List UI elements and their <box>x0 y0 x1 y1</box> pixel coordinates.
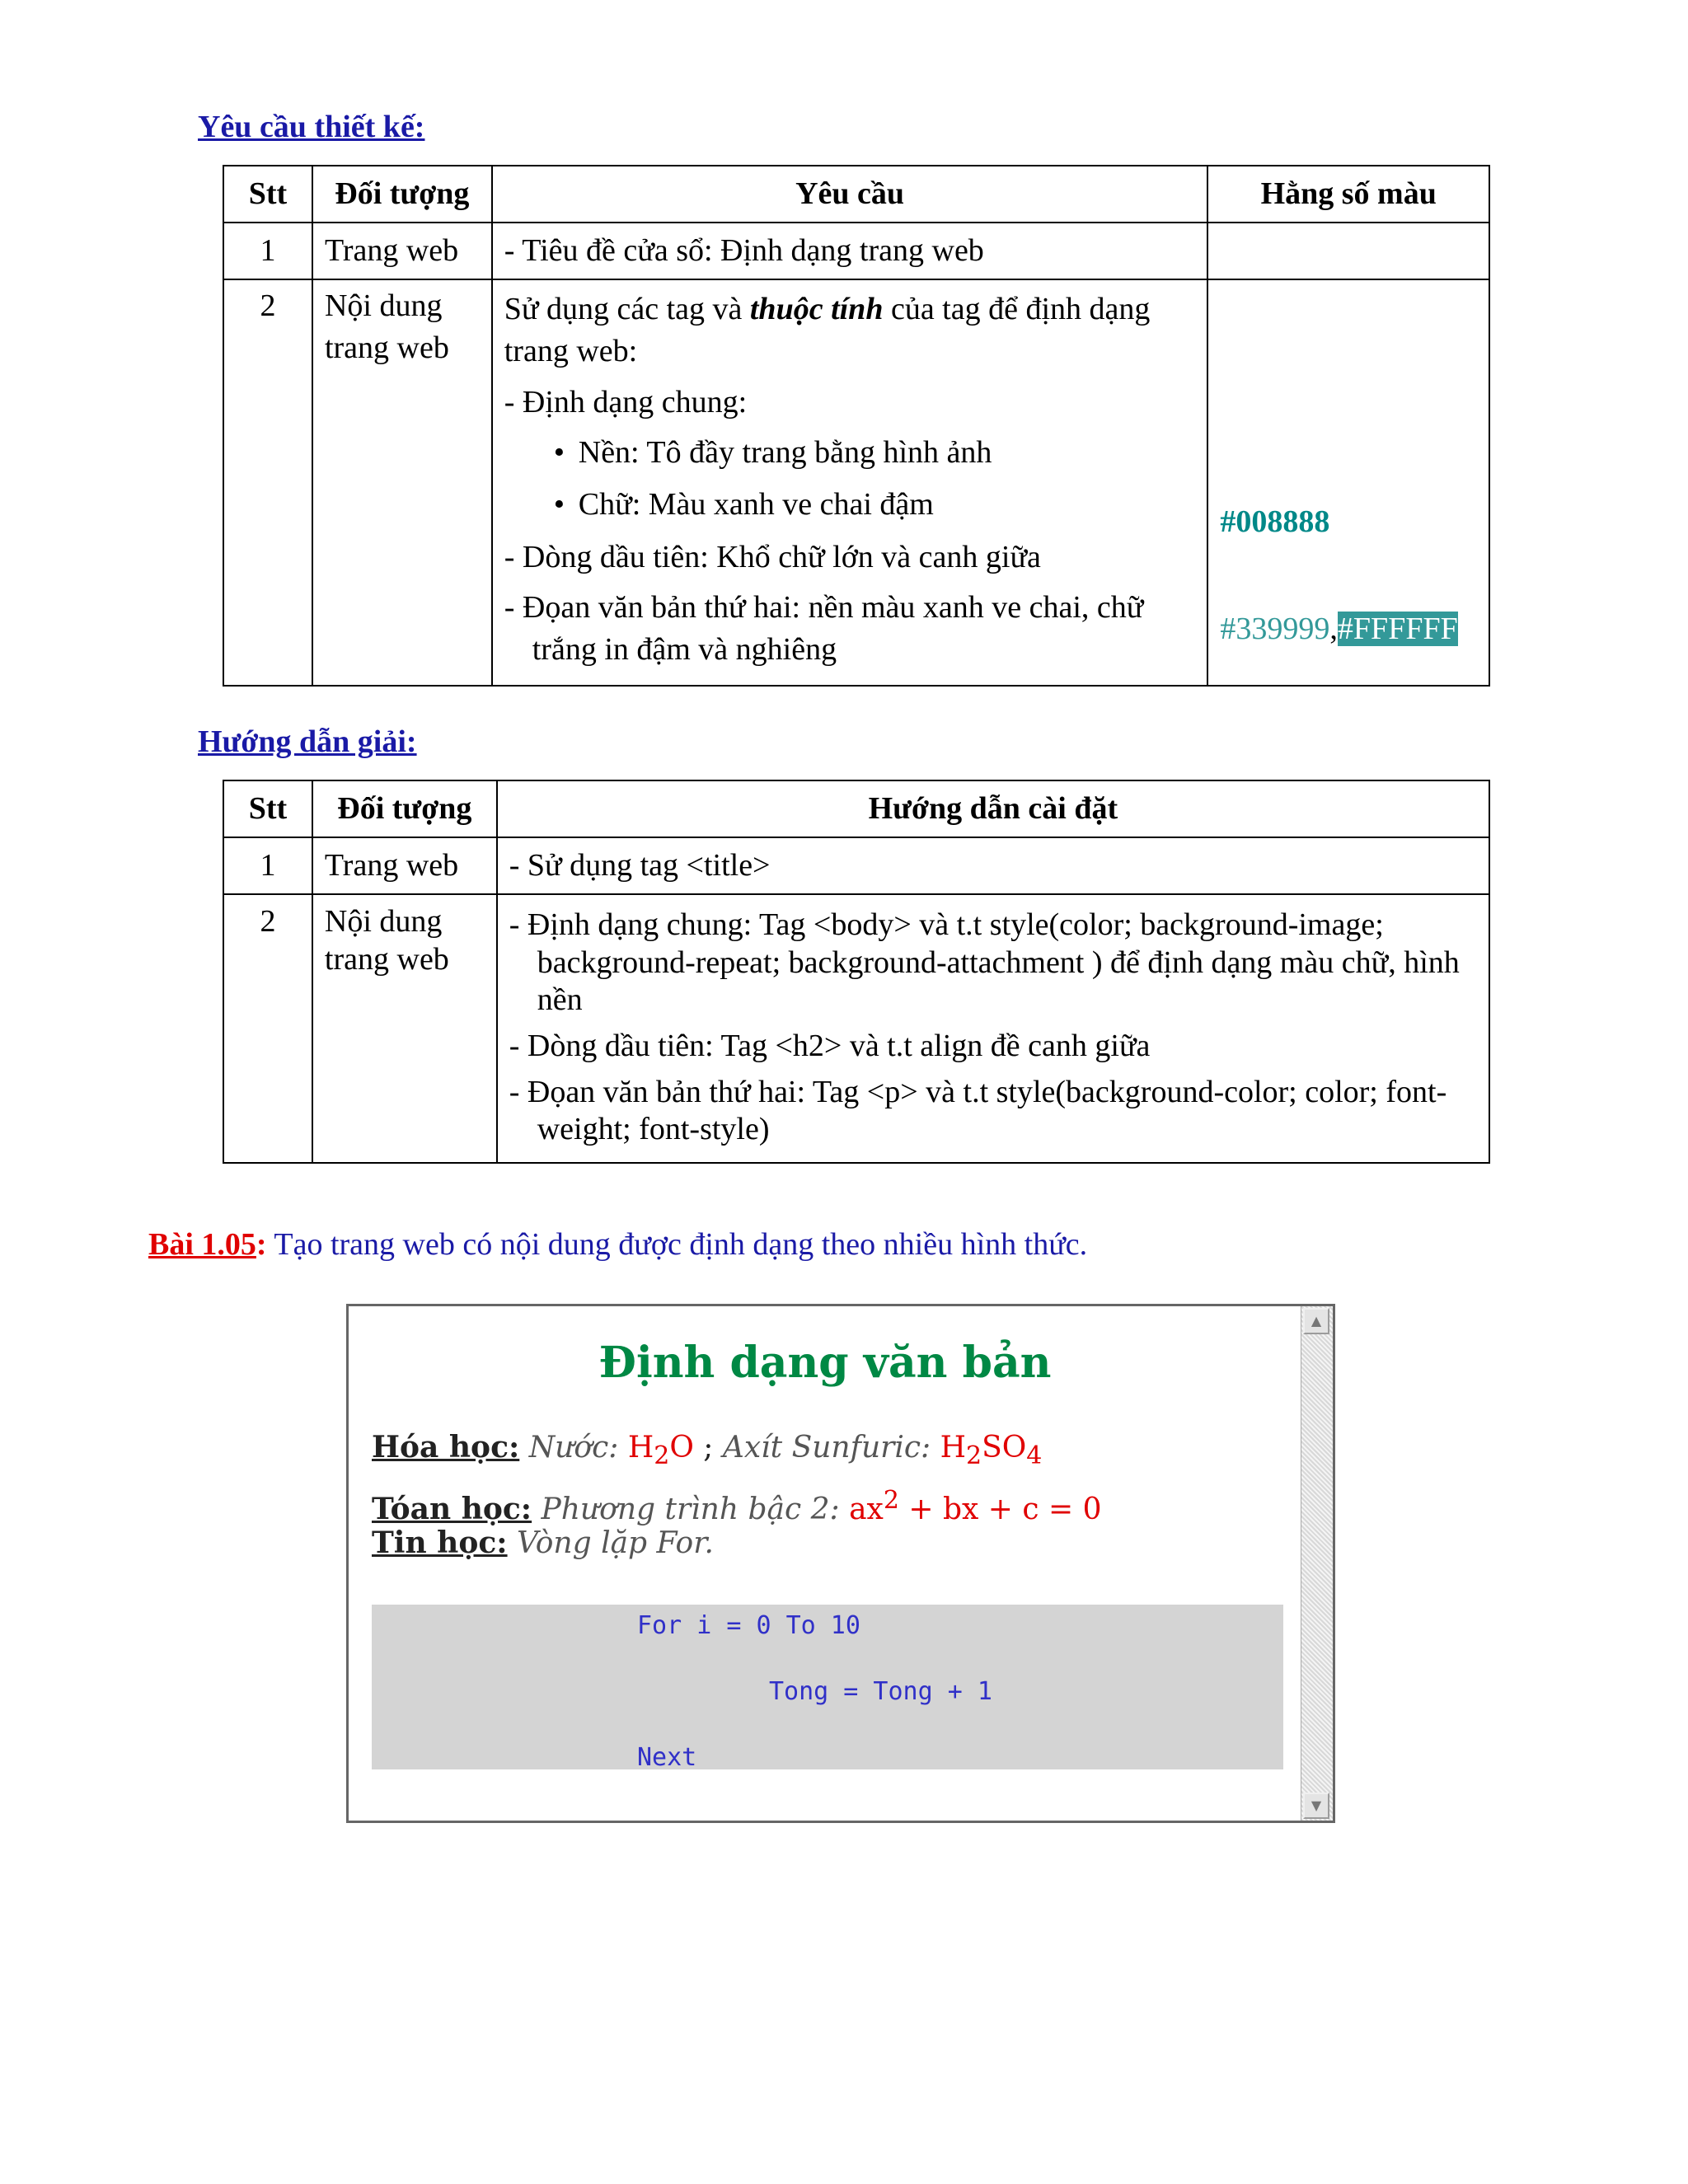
acid-formula: $H_2SO_4$ <box>940 1431 1043 1471</box>
vertical-scrollbar[interactable] <box>1301 1306 1333 1821</box>
guide-general: - Định dạng chung: Tag <body> và t.t style(color; background-image; background-repeat; background-attachment ) để định dạng màu chữ, hình nền <box>509 907 1460 1018</box>
row-stt: 2 <box>223 279 312 685</box>
water-formula: $H_2O$ <box>627 1431 694 1471</box>
preview-math-line <box>372 1486 1102 1526</box>
color-constant-pair <box>1220 608 1457 650</box>
exercise-colon: : <box>256 1227 267 1262</box>
code-block <box>372 1605 1283 1772</box>
req-intro-text-end: của tag để định dạng trang web: <box>504 292 1151 369</box>
row-stt: 1 <box>223 223 312 279</box>
code-line: For i = 0 To 10 <box>637 1611 860 1640</box>
table-row <box>223 837 1489 894</box>
header-guide: Hướng dẫn cài đặt <box>497 780 1489 837</box>
guide-table <box>223 780 1490 1164</box>
row-object: Trang web <box>312 837 497 894</box>
header-requirement: Yêu cầu <box>492 166 1208 223</box>
color-separator: , <box>1329 612 1338 647</box>
color-constant-3: #FFFFFF <box>1337 612 1458 647</box>
exercise-line <box>148 1226 1087 1263</box>
row-stt: 1 <box>223 837 312 894</box>
guide-second-paragraph: - Đọan văn bản thứ hai: Tag <p> và t.t style(background-color; color; font-weight; font-style) <box>509 1074 1447 1147</box>
table-row <box>223 223 1489 279</box>
bullet-icon: • <box>553 487 565 523</box>
header-stt: Stt <box>223 780 312 837</box>
row-guide: - Sử dụng tag <title> <box>497 837 1489 894</box>
req-bg-bullet <box>554 432 1196 474</box>
math-label: Tóan học: <box>372 1492 532 1526</box>
preview-title: Định dạng văn bản <box>598 1338 1052 1388</box>
header-color-constant: Hằng số màu <box>1207 166 1489 223</box>
code-line: Tong = Tong + 1 <box>769 1677 992 1706</box>
row-requirement: - Tiêu đề cửa sổ: Định dạng trang web <box>492 223 1208 279</box>
row-object: Trang web <box>312 223 492 279</box>
req-first-line: - Dòng dầu tiên: Khổ chữ lớn và canh giữa <box>504 539 1041 574</box>
req-intro-emphasis: thuộc tính <box>749 292 884 327</box>
water-label: Nước: <box>519 1431 628 1465</box>
req-intro-text: Sử dụng các tag và <box>504 292 750 327</box>
requirements-table <box>223 165 1490 687</box>
header-object: Đối tượng <box>312 780 497 837</box>
req-second-paragraph: - Đọan văn bản thứ hai: nền màu xanh ve chai, chữ trắng in đậm và nghiêng <box>504 589 1144 668</box>
color-constant-2: #339999 <box>1220 612 1330 647</box>
math-equation: $ax^2$ + bx + c = 0 <box>849 1486 1102 1526</box>
header-object: Đối tượng <box>312 166 492 223</box>
table-row <box>223 894 1489 1163</box>
scroll-down-arrow-icon[interactable]: ▼ <box>1303 1793 1329 1819</box>
req-bg-text: Nền: Tô đầy trang bằng hình ảnh <box>578 435 992 471</box>
req-text-bullet <box>554 484 1196 526</box>
preview-it-line <box>372 1526 714 1560</box>
preview-chemistry-line <box>372 1430 1042 1470</box>
browser-preview <box>346 1304 1335 1823</box>
table-row <box>223 279 1489 685</box>
bullet-icon: • <box>553 435 565 471</box>
math-desc: Phương trình bậc 2: <box>532 1493 850 1526</box>
acid-label: Axít Sunfuric: <box>722 1431 940 1465</box>
row-stt: 2 <box>223 894 312 1163</box>
exercise-label: Bài 1.05 <box>148 1227 256 1262</box>
it-label: Tin học: <box>372 1526 508 1560</box>
row-requirement <box>492 279 1208 685</box>
table-header-row <box>223 780 1489 837</box>
guide-first-line: - Dòng dầu tiên: Tag <h2> và t.t align đề canh giữa <box>509 1028 1151 1063</box>
req-intro <box>504 288 1196 373</box>
scroll-up-arrow-icon[interactable]: ▲ <box>1303 1308 1329 1334</box>
exercise-text: Tạo trang web có nội dung được định dạng theo nhiều hình thức. <box>266 1227 1088 1262</box>
req-text-text: Chữ: Màu xanh ve chai đậm <box>578 487 934 523</box>
row-object: Nội dung trang web <box>312 894 497 1163</box>
row-color <box>1207 223 1489 279</box>
chem-separator: ; <box>693 1431 723 1465</box>
row-color <box>1207 279 1489 685</box>
it-desc: Vòng lặp For. <box>507 1526 714 1560</box>
section-heading-requirements: Yêu cầu thiết kế: <box>198 110 425 144</box>
row-guide <box>497 894 1489 1163</box>
row-object: Nội dung trang web <box>312 279 492 685</box>
header-stt: Stt <box>223 166 312 223</box>
chemistry-label: Hóa học: <box>372 1430 520 1465</box>
req-general: - Định dạng chung: <box>504 384 748 419</box>
table-header-row <box>223 166 1489 223</box>
color-constant-1: #008888 <box>1220 504 1330 540</box>
code-line: Next <box>637 1743 697 1772</box>
section-heading-guide: Hướng dẫn giải: <box>198 724 417 759</box>
